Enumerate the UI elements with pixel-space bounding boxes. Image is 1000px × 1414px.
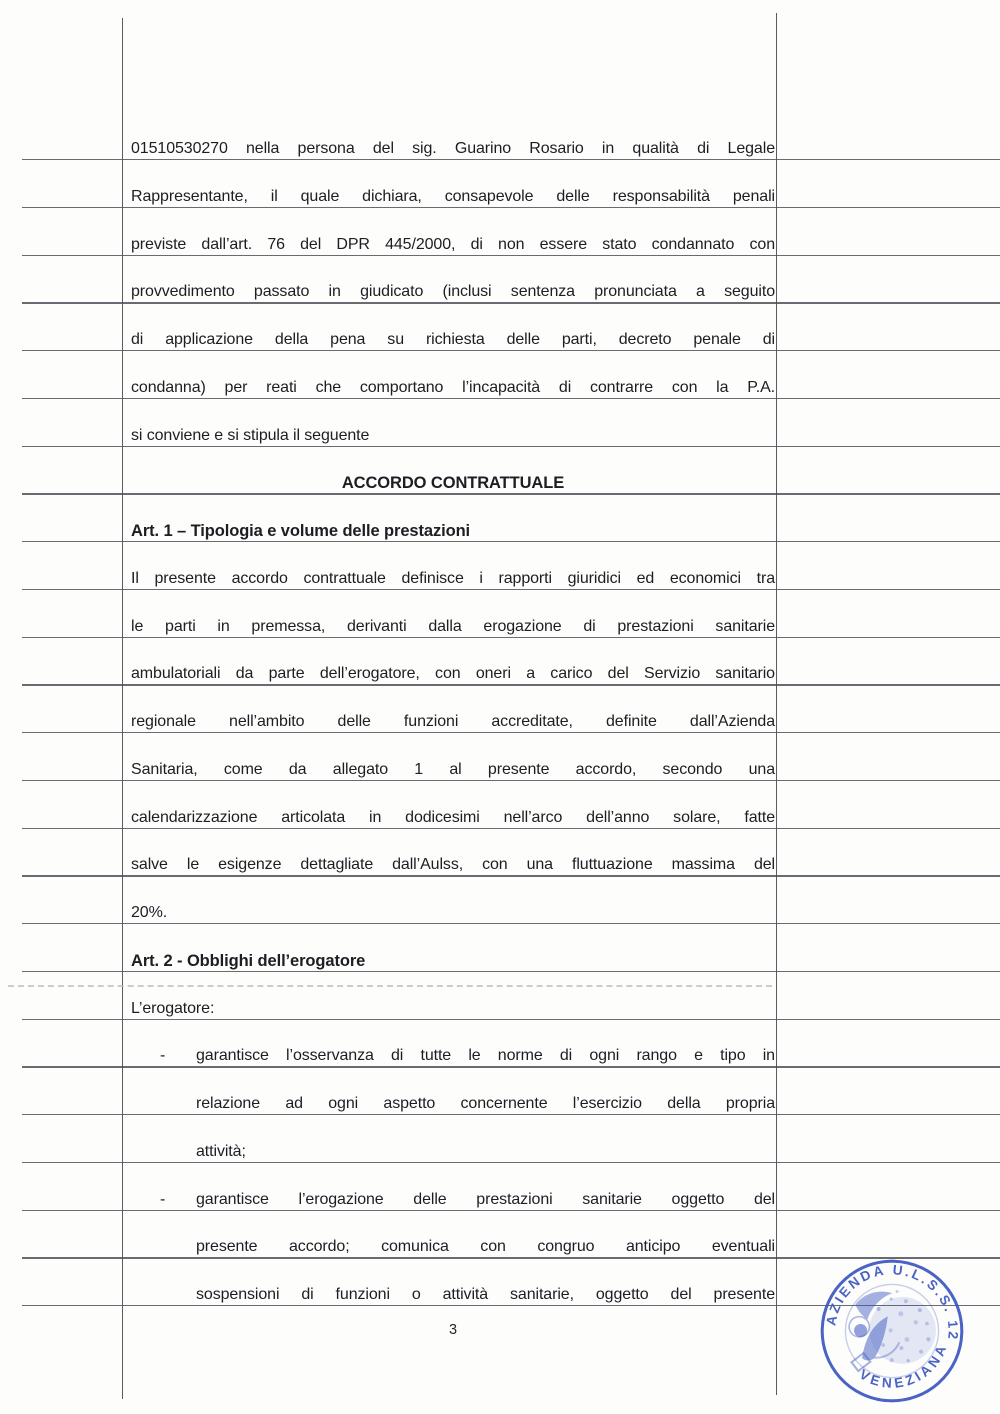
section-heading: Art. 1 – Tipologia e volume delle prestazioni: [131, 522, 471, 540]
official-stamp: [806, 1245, 978, 1414]
text-line: Sanitaria, come da allegato 1 al presente accordo, secondo una: [131, 760, 775, 778]
text-line: presente accordo; comunica con congruo anticipo eventuali: [196, 1238, 775, 1256]
text-line: salve le esigenze dettagliate dall’Aulss, con una fluttuazione massima del: [131, 856, 775, 874]
right-margin-line: [776, 13, 777, 1395]
azienda-ulss-stamp: [806, 1245, 978, 1414]
text-line: 01510530270 nella persona del sig. Guarino Rosario in qualità di Legale: [131, 140, 775, 157]
text-line: garantisce l’erogazione delle prestazioni sanitarie oggetto del: [196, 1190, 775, 1208]
text-line: ambulatoriali da parte dell’erogatore, con oneri a carico del Servizio sanitario: [131, 665, 775, 683]
text-line: Il presente accordo contrattuale definisce i rapporti giuridici ed economici tra: [131, 569, 775, 587]
text-line: L’erogatore:: [131, 999, 215, 1017]
text-line: provvedimento passato in giudicato (inclusi sentenza pronunciata a seguito: [131, 283, 775, 301]
text-line: garantisce l’osservanza di tutte le norme di ogni rango e tipo in: [196, 1047, 775, 1065]
bullet-dash: -: [160, 1190, 166, 1208]
left-margin-line: [122, 18, 123, 1399]
page-number: 3: [448, 1322, 458, 1338]
text-line: calendarizzazione articolata in dodicesimi nell’arco dell’anno solare, fatte: [131, 808, 775, 826]
bullet-dash: -: [160, 1047, 166, 1065]
text-line: Rappresentante, il quale dichiara, consapevole delle responsabilità penali: [131, 187, 775, 205]
document-title: ACCORDO CONTRATTUALE: [341, 474, 565, 493]
text-line: si conviene e si stipula il seguente: [131, 426, 370, 444]
text-line: relazione ad ogni aspetto concernente l’esercizio della propria: [196, 1095, 775, 1112]
text-line: regionale nell’ambito delle funzioni accreditate, definite dall’Azienda: [131, 713, 775, 730]
stamp-ring-text-bottom: VENEZIANA: [856, 1340, 951, 1391]
text-line: previste dall’art. 76 del DPR 445/2000, di non essere stato condannato con: [131, 235, 775, 253]
text-line: attività;: [196, 1142, 246, 1160]
text-line: le parti in premessa, derivanti dalla erogazione di prestazioni sanitarie: [131, 617, 775, 635]
text-line: condanna) per reati che comportano l’incapacità di contrarre con la P.A.: [131, 378, 775, 396]
stamp-ring-text-top: AZIENDA U.L.S.S. 12: [823, 1262, 961, 1343]
text-line: di applicazione della pena su richiesta delle parti, decreto penale di: [131, 331, 775, 348]
scan-artifact-dashed-line: [8, 985, 772, 987]
text-line: sospensioni di funzioni o attività sanitarie, oggetto del presente: [196, 1286, 775, 1303]
section-heading: Art. 2 - Obblighi dell’erogatore: [131, 951, 366, 970]
text-line: 20%.: [131, 904, 168, 921]
